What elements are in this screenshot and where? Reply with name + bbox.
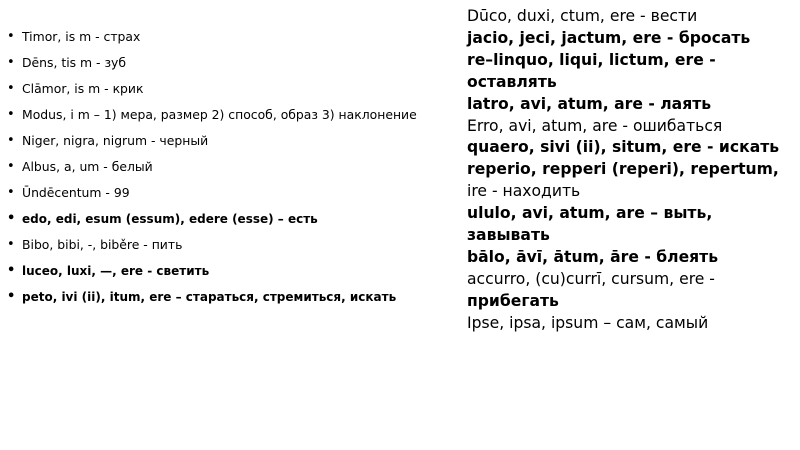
right-vocabulary-column (467, 6, 797, 335)
list-item (0, 80, 470, 106)
vocab-entry: Bibo, bibi, -, biběre - пить (22, 237, 183, 252)
vocab-line: Erro, avi, atum, are - ошибаться (467, 116, 723, 135)
bullet-icon: • (7, 81, 15, 96)
vocab-entry: edo, edi, esum (essum), edere (esse) – есть (22, 212, 318, 226)
bullet-icon: • (7, 211, 16, 226)
vocab-line: ire - находить (467, 182, 581, 201)
vocab-entry: Dēns, tis m - зуб (22, 55, 127, 70)
list-item (0, 106, 470, 132)
left-vocabulary-list (0, 28, 470, 314)
vocab-line: Dūco, duxi, ctum, ere - вести (467, 7, 698, 25)
vocab-line: Ipse, ipsa, ipsum – сам, самый (467, 313, 709, 332)
vocab-line: latro, avi, atum, are - лаять (467, 94, 712, 113)
vocab-line: завывать (467, 226, 550, 245)
vocab-line: оставлять (467, 72, 557, 91)
list-item (0, 54, 470, 80)
vocab-entry: Albus, a, um - белый (22, 159, 153, 174)
vocab-line: прибегать (467, 291, 559, 310)
vocab-line: jacio, jeci, jactum, ere - бросать (467, 28, 751, 47)
vocab-entry: Niger, nigra, nigrum - черный (22, 133, 209, 148)
vocab-line: re–linquo, liqui, lictum, ere - (467, 50, 716, 69)
bullet-icon: • (7, 159, 15, 174)
list-item (0, 288, 470, 314)
vocab-entry: Ūndēcentum - 99 (22, 185, 130, 200)
list-item (0, 158, 470, 184)
vocab-line: quaero, sivi (ii), situm, ere - искать (467, 138, 780, 157)
list-item (0, 184, 470, 210)
bullet-icon: • (7, 289, 16, 304)
vocab-entry: Timor, is m - страх (22, 29, 141, 44)
bullet-icon: • (7, 29, 15, 44)
list-item (0, 210, 470, 236)
bullet-icon: • (7, 133, 15, 148)
vocab-entry: Modus, i m – 1) мера, размер 2) способ, образ 3) наклонение (22, 107, 417, 122)
vocab-line: accurro, (cu)currī, cursum, ere - (467, 269, 715, 288)
list-item (0, 28, 470, 54)
bullet-icon: • (7, 55, 15, 70)
bullet-icon: • (7, 185, 15, 200)
vocab-line: bālo, āvī, ātum, āre - блеять (467, 247, 719, 266)
vocab-line: reperio, repperi (reperi), repertum, (467, 160, 779, 179)
list-item (0, 132, 470, 158)
bullet-icon: • (7, 237, 15, 252)
vocab-entry: peto, ivi (ii), itum, ere – стараться, стремиться, искать (22, 290, 397, 304)
vocab-entry: Clāmor, is m - крик (22, 81, 144, 96)
vocab-line: ululo, avi, atum, are – выть, (467, 204, 713, 223)
bullet-icon: • (7, 263, 16, 278)
list-item (0, 236, 470, 262)
bullet-icon: • (7, 107, 15, 122)
list-item (0, 262, 470, 288)
vocab-entry: luceo, luxi, —, ere - светить (22, 264, 210, 278)
